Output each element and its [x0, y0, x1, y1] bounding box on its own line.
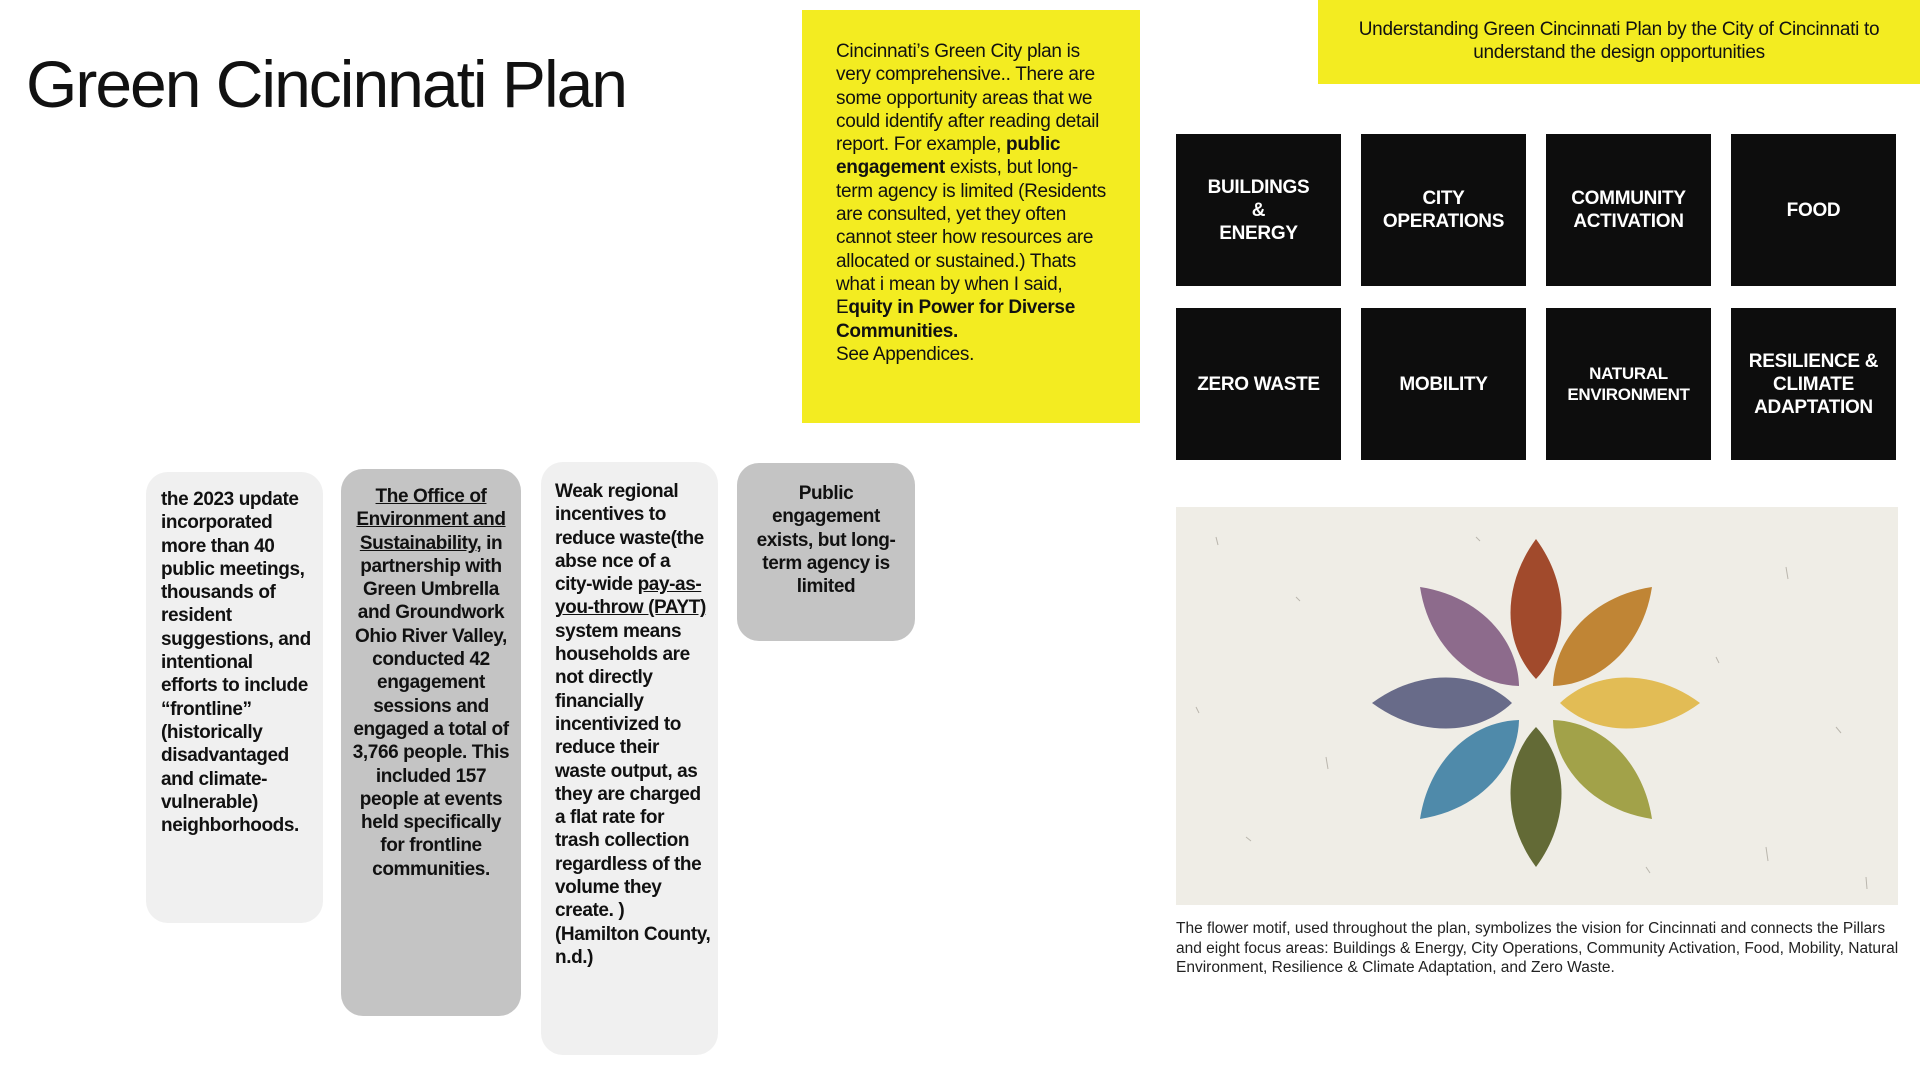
note-text-2: exists, but long-term agency is limited (Residents are consulted, yet they often cannot steer how resources are allocated or sustained.) Thats what i mean by when I said, E [836, 157, 1106, 319]
tile-ampersand-text: & [1251, 199, 1266, 221]
tile-community-activation: COMMUNITY ACTIVATION [1546, 134, 1711, 286]
opportunity-note [802, 10, 1140, 423]
note-emphasis-public-engagement: public engagement [836, 134, 1061, 179]
tile-energy-text: ENERGY [1219, 222, 1298, 244]
tile-buildings-text: BUILDINGS [1207, 176, 1310, 198]
card-weak-incentives-intro: Weak regional incentives to reduce waste(the abse nce of a city-wide [555, 481, 704, 596]
petal-olive [1511, 727, 1562, 867]
flower-petals [1372, 539, 1700, 867]
tile-mobility: MOBILITY [1361, 308, 1526, 460]
tile-buildings-energy-label [1208, 176, 1310, 245]
tile-buildings-energy [1176, 134, 1341, 286]
card-2023-update: the 2023 update incorporated more than 40 public meetings, thousands of resident suggestions, and intentional efforts to include “frontline” (historically disadvantaged and climate-vulnerable) neighborhoods. [146, 472, 323, 923]
card-public-engagement: Public engagement exists, but long-term agency is limited [737, 463, 915, 641]
page-title: Green Cincinnati Plan [26, 47, 627, 121]
petal-gold [1560, 678, 1700, 729]
card-weak-incentives [541, 462, 718, 1055]
note-see-appendices: See Appendices. [836, 343, 975, 365]
payt-link-text: pay-as-you-throw (PAYT) [555, 574, 706, 619]
tile-resilience-climate-adaptation: RESILIENCE & CLIMATE ADAPTATION [1731, 308, 1896, 460]
section-header: Understanding Green Cincinnati Plan by the City of Cincinnati to understand the design opportunities [1318, 0, 1920, 84]
tile-zero-waste: ZERO WASTE [1176, 308, 1341, 460]
card-office-environment [341, 469, 521, 1016]
card-office-environment-body: in partnership with Green Umbrella and Groundwork Ohio River Valley, conducted 42 engagement sessions and engaged a total of 3,766 people. This included 157 people at events held specifically for frontline communities. [352, 532, 510, 880]
office-environment-link-text: The Office of Environment and Sustainability, [356, 486, 506, 554]
card-weak-incentives-body: system means households are not directly financially incentivized to reduce their waste output, as they are charged a flat rate for trash collection regardless of the volume they create. ) (Hamilton County, n.d.) [555, 620, 711, 968]
note-emphasis-equity: quity in Power for Diverse Communities. [836, 297, 1075, 342]
petal-rust [1511, 539, 1562, 679]
note-text-1: Cincinnati’s Green City plan is very comprehensive.. There are some opportunity areas that we could identify after reading detail report. For example, [836, 41, 1100, 156]
tile-natural-environment: NATURAL ENVIRONMENT [1546, 308, 1711, 460]
petal-slate [1372, 678, 1512, 729]
tile-city-operations: CITY OPERATIONS [1361, 134, 1526, 286]
flower-caption: The flower motif, used throughout the plan, symbolizes the vision for Cincinnati and connects the Pillars and eight focus areas: Buildings & Energy, City Operations, Community Activation, Food, Mobility, Natural Environment, Resilience & Climate Adaptation, and Zero Waste. [1176, 920, 1899, 976]
tile-food: FOOD [1731, 134, 1896, 286]
flower-motif-panel [1176, 507, 1898, 905]
flower-motif-image [1176, 507, 1898, 905]
